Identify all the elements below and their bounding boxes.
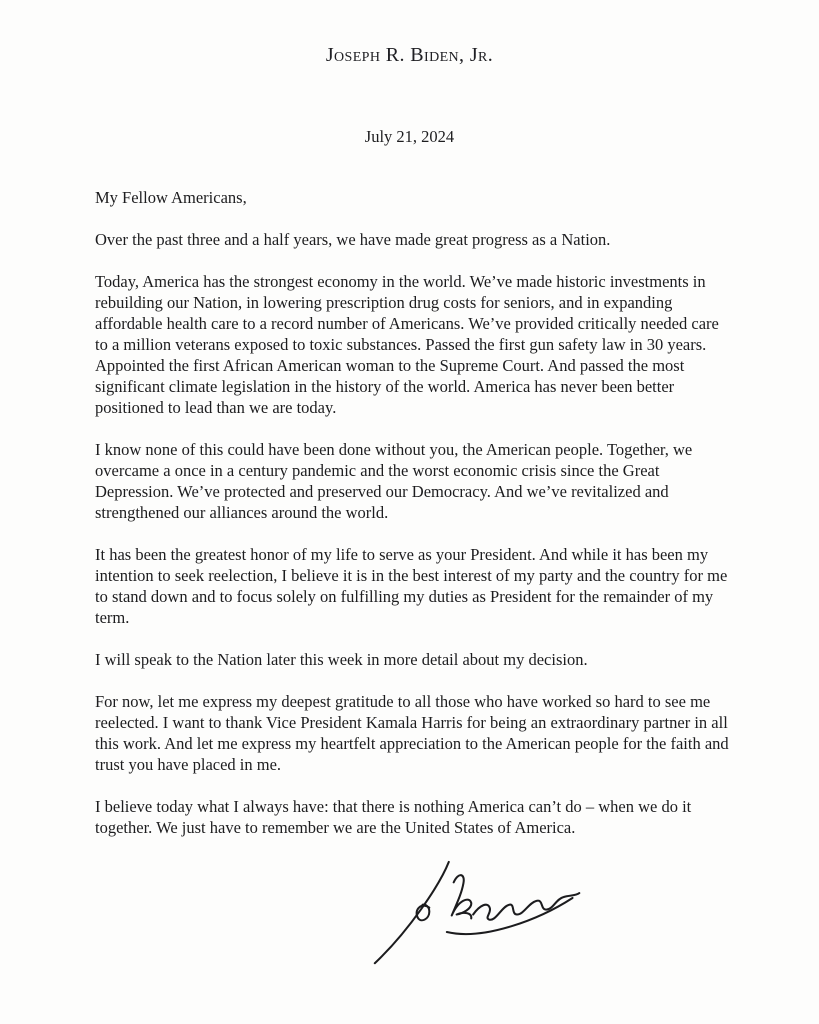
letterhead-name: Joseph R. Biden, Jr. — [325, 44, 494, 66]
letter-body — [0, 147, 819, 971]
letter-paragraph: For now, let me express my deepest gratitude to all those who have worked so hard to see me reelected. I want to thank Vice President Kamala Harris for being an extraordinary partner in all this work. And let me express my heartfelt appreciation to the American people for the faith and trust you have placed in me. — [95, 692, 729, 774]
letter-paragraph: It has been the greatest honor of my life to serve as your President. And while it has been my intention to seek reelection, I believe it is in the best interest of my party and the country for me to stand down and to focus solely on fulfilling my duties as President for the remainder of my term. — [95, 545, 728, 627]
letter-paragraph: I know none of this could have been done without you, the American people. Together, we overcame a once in a century pandemic and the worst economic crisis since the Great Depression. We’ve protected and preserved our Democracy. And we’ve revitalized and strengthened our alliances around the world. — [95, 440, 693, 522]
signature-scrawl-icon — [358, 859, 600, 971]
letter-paragraph: Today, America has the strongest economy in the world. We’ve made historic investments in rebuilding our Nation, in lowering prescription drug costs for seniors, and in expanding affordable health care to a record number of Americans. We’ve provided critically needed care to a million veterans exposed to toxic substances. Passed the first gun safety law in 30 years. Appointed the first African American woman to the Supreme Court. And passed the most significant climate legislation in the history of the world. America has never been better positioned to lead than we are today. — [95, 272, 719, 417]
letter-paragraph: Over the past three and a half years, we have made great progress as a Nation. — [95, 230, 611, 249]
letter-date: July 21, 2024 — [364, 127, 455, 146]
salutation: My Fellow Americans, — [95, 188, 247, 207]
signature — [358, 859, 600, 971]
letter-paragraph: I will speak to the Nation later this week in more detail about my decision. — [95, 650, 588, 669]
letter-paragraph: I believe today what I always have: that there is nothing America can’t do – when we do it together. We just have to remember we are the United States of America. — [95, 797, 692, 837]
